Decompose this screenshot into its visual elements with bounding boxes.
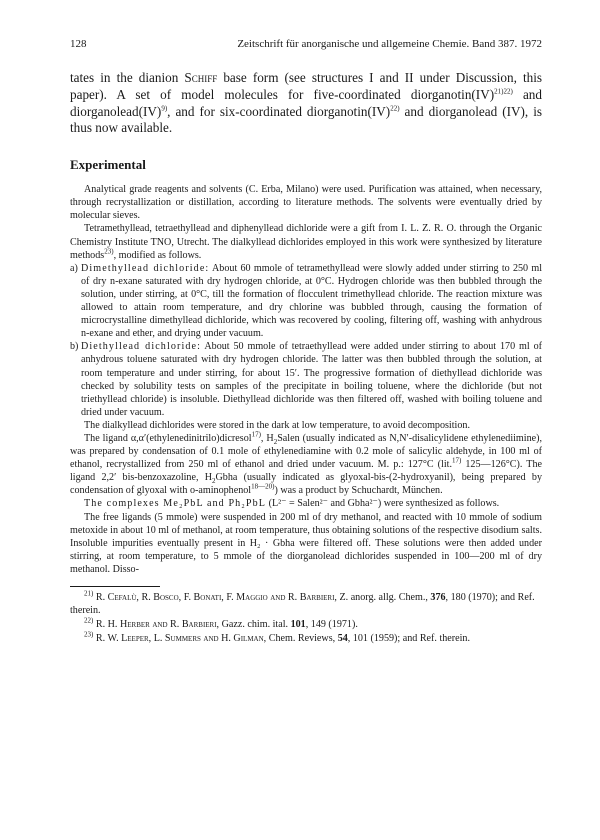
intro-text: and diorganolead(IV) [70, 86, 542, 119]
text-run: Tetramethyllead, tetraethyllead and diphenyllead dichloride were a gift from I. L. Z. R. O. through the Organic Chemistry Institute TNO, Utrecht. The dialkyllead dichlorides employed in this work were synthesized by literature methods [70, 223, 542, 261]
intro-text: and diorganolead (IV), is thus now available. [70, 103, 542, 136]
section-body [70, 183, 542, 576]
footnote-marker: 21) [84, 589, 94, 598]
footnote-marker: 22) [84, 616, 94, 625]
ref-marker: 18—20) [251, 482, 275, 491]
text-run: , 180 (1970); and Ref. therein. [70, 592, 535, 617]
page [70, 38, 542, 646]
text-run: 125—126°C). The ligand 2,2′ bis-benzoxazoline, H [70, 459, 542, 484]
intro-text: base form (see structures I and II under Discussion, this paper). A set of model molecules for five-coordinated diorganotin(IV) [70, 70, 543, 102]
footnote-authors: R. H. Herber and R. Barbieri, [93, 619, 220, 631]
ref-marker: 17) [251, 430, 261, 439]
text-run: (L²⁻ = Salen²⁻ and Gbha²⁻) were synthesized as follows. [266, 498, 500, 510]
paragraph-synthesis: The free ligands (5 mmole) were suspended in 200 ml of dry methanol, and reacted with 10 mmole of sodium metoxide in about 10 ml of methanol, at room temperature, thus obtaining solutions of the respective disodium salts. Insoluble impurities eventually present in H₂ · Gbha were filtered off. These solutions were then added under stirring, at room temperature, to 5 mmole of the diorganolead dichlorides suspended in 100—200 ml of dry methanol. Disso- [70, 511, 542, 575]
ref-marker: 23) [104, 247, 114, 256]
paragraph-reagents: Analytical grade reagents and solvents (C. Erba, Milano) were used. Purification was attained, when necessary, through recrystallization or distillation, according to literature methods. The solvents were eventually dried by molecular sieves. [70, 184, 542, 222]
text-run: Salen (usually indicated as N,N′-disalicylidene ethylenediimine), was prepared by condensation of 0.1 mole of ethylenediamine with 0.2 mole of salicylic aldehyde, in 100 ml of ethanol, recrystallized from 250 ml of ethanol and dried under vacuum. M. p.: 127°C (lit. [70, 432, 542, 471]
text-run: , 149 (1971). [305, 619, 358, 631]
section-heading: Experimental [70, 157, 146, 173]
intro-paragraph [70, 70, 542, 137]
text-run: Gbha (usually indicated as glyoxal-bis-(2-hydroxyanil), being prepared by condensation of glyoxal with o-aminophenol [70, 472, 542, 497]
footnote-22 [70, 618, 542, 631]
schiff-name: Schiff [184, 70, 218, 85]
procedure-b [70, 340, 542, 419]
ref-marker: 9) [161, 104, 168, 113]
complexes-heading: The complexes Me₂PbL and Ph₂PbL [84, 498, 267, 510]
paragraph-storage: The dialkyllead dichlorides were stored in the dark at low temperature, to avoid decomposition. [84, 419, 470, 431]
paragraph-sources [70, 222, 542, 261]
item-heading: Dimethyllead dichloride: [81, 262, 210, 274]
text-run: About 50 mmole of tetraethyllead were added under stirring to about 170 ml of anhydrous toluene saturated with dry hydrogen chloride. The latter was then bubbled through the solution, at room temperature and under stirring, for about 15′. The progressive formation of diethyllead dichloride was checked by solubility tests on samples of the precipitate in boiling toluene, where the dichloride (but not triethyllead chloride) is insoluble. Diethyllead dichloride was then filtered off, washed with boiling toluene and dried under vacuum. [81, 341, 542, 418]
footnote-23 [70, 632, 542, 645]
ref-marker: 21)22) [494, 87, 513, 96]
footnote-rule [70, 586, 160, 587]
subscript: 2 [273, 437, 278, 446]
text-run: The ligand α,α′(ethylenedinitrilo)dicresol [84, 432, 252, 444]
page-number: 128 [70, 38, 87, 50]
journal-title: Zeitschrift für anorganische und allgemeine Chemie. Band 387. 1972 [237, 38, 542, 50]
item-label: b) [70, 341, 79, 353]
ref-marker: 17) [451, 456, 462, 465]
text-run: ) was a product by Schuchardt, München. [274, 485, 443, 497]
item-label: a) [70, 262, 78, 274]
subscript: 2 [212, 477, 216, 486]
paragraph-complexes [70, 497, 542, 510]
item-text [81, 262, 542, 341]
text-run: Gazz. chim. ital. [219, 619, 291, 631]
intro-text: tates in the dianion [70, 70, 185, 85]
item-heading: Diethyllead dichloride: [81, 341, 202, 353]
text-run: Chem. Reviews, [266, 633, 338, 645]
text-run: Z. anorg. allg. Chem., [336, 592, 431, 603]
ref-marker: 22) [390, 104, 400, 113]
footnote-21 [70, 591, 542, 617]
footnote-authors: R. W. Leeper, L. Summers and H. Gilman, [93, 633, 267, 645]
footnotes [70, 591, 542, 645]
procedure-a [70, 262, 542, 341]
text-run: , 101 (1959); and Ref. therein. [347, 633, 470, 645]
volume-number: 101 [290, 619, 306, 631]
footnote-marker: 23) [84, 630, 94, 639]
running-header [70, 38, 542, 50]
volume-number: 376 [430, 592, 446, 603]
paragraph-ligands [70, 432, 542, 497]
text-run: , H [260, 432, 274, 444]
text-run: , modified as follows. [113, 249, 202, 261]
intro-text: , and for six-coordinated diorganotin(IV) [167, 103, 391, 119]
volume-number: 54 [337, 633, 348, 645]
text-run: About 60 mmole of tetramethyllead were slowly added under stirring to 250 ml of dry n-exane saturated with dry hydrogen chloride, at 0°C. Hydrogen chloride was then bubbled through the solution, under stirring, at 0°C, till the formation of flocculent trimethyllead chloride. The reaction mixture was allowed to attain room temperature, and dry chlorine was bubbled through, causing the formation of microcrystalline dimethyllead dichloride, which was recovered by cooling, filtering off, washing with anhydrous n-exane and ether, and drying under vacuum. [81, 262, 542, 340]
footnote-authors: R. Cefalù, R. Bosco, F. Bonati, F. Maggio and R. Barbieri, [93, 592, 337, 603]
item-text [81, 340, 542, 419]
